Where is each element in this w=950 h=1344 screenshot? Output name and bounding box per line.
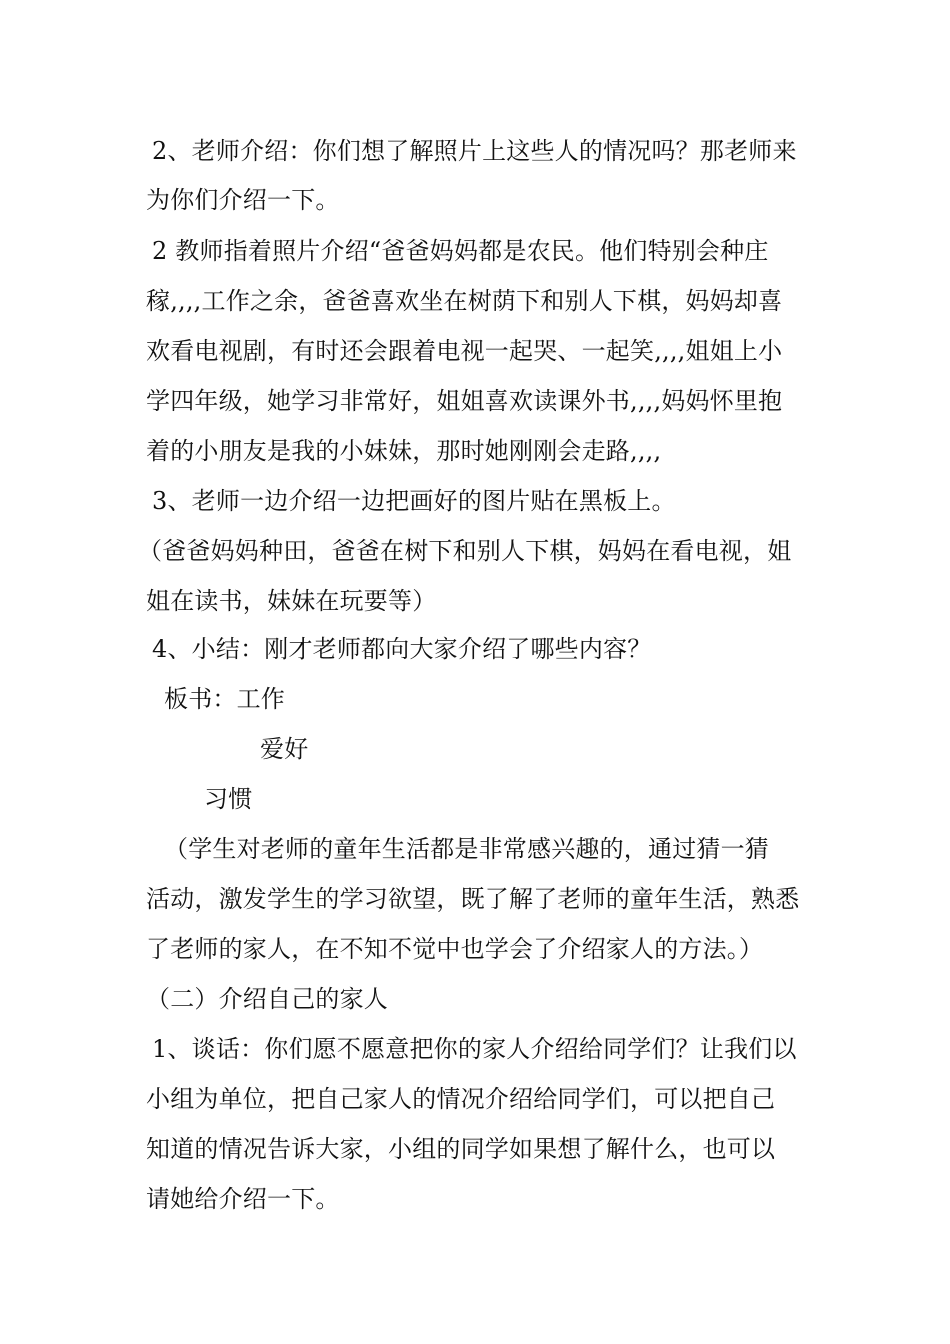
board-writing-habit: 习惯 <box>204 785 253 813</box>
text-line: 了老师的家人，在不知不觉中也学会了介绍家人的方法。） <box>146 935 764 963</box>
text-line: 2 教师指着照片介绍“爸爸妈妈都是农民。他们特别会种庄 <box>152 237 769 265</box>
text-line: （爸爸妈妈种田，爸爸在树下和别人下棋，妈妈在看电视，姐 <box>138 537 792 565</box>
text-line: （学生对老师的童年生活都是非常感兴趣的，通过猜一猜 <box>164 835 769 863</box>
board-writing-hobby: 爱好 <box>260 735 309 763</box>
text-line: 为你们介绍一下。 <box>146 186 340 214</box>
text-line: 3、老师一边介绍一边把画好的图片贴在黑板上。 <box>152 487 676 515</box>
text-line: 知道的情况告诉大家，小组的同学如果想了解什么，也可以 <box>146 1135 776 1163</box>
text-line: 4、小结：刚才老师都向大家介绍了哪些内容？ <box>152 635 652 663</box>
text-line: 请她给介绍一下。 <box>146 1185 340 1213</box>
text-line: 姐在读书，妹妹在玩要等） <box>146 587 437 615</box>
text-line: 2、老师介绍：你们想了解照片上这些人的情况吗？那老师来 <box>152 137 797 165</box>
board-writing-work: 板书：工作 <box>164 685 285 713</box>
text-line: 欢看电视剧，有时还会跟着电视一起哭、一起笑,,,,姐姐上小 <box>146 337 783 365</box>
text-line: 稼,,,,工作之余，爸爸喜欢坐在树荫下和别人下棋，妈妈却喜 <box>146 287 783 315</box>
text-line: 1、谈话：你们愿不愿意把你的家人介绍给同学们？让我们以 <box>152 1035 797 1063</box>
text-line: 学四年级，她学习非常好，姐姐喜欢读课外书,,,,妈妈怀里抱 <box>146 387 783 415</box>
section-heading: （二）介绍自己的家人 <box>146 985 388 1013</box>
text-line: 着的小朋友是我的小妹妹，那时她刚刚会走路,,,, <box>146 437 662 465</box>
text-line: 活动，激发学生的学习欲望，既了解了老师的童年生活，熟悉 <box>146 885 800 913</box>
text-line: 小组为单位，把自己家人的情况介绍给同学们，可以把自己 <box>146 1085 776 1113</box>
